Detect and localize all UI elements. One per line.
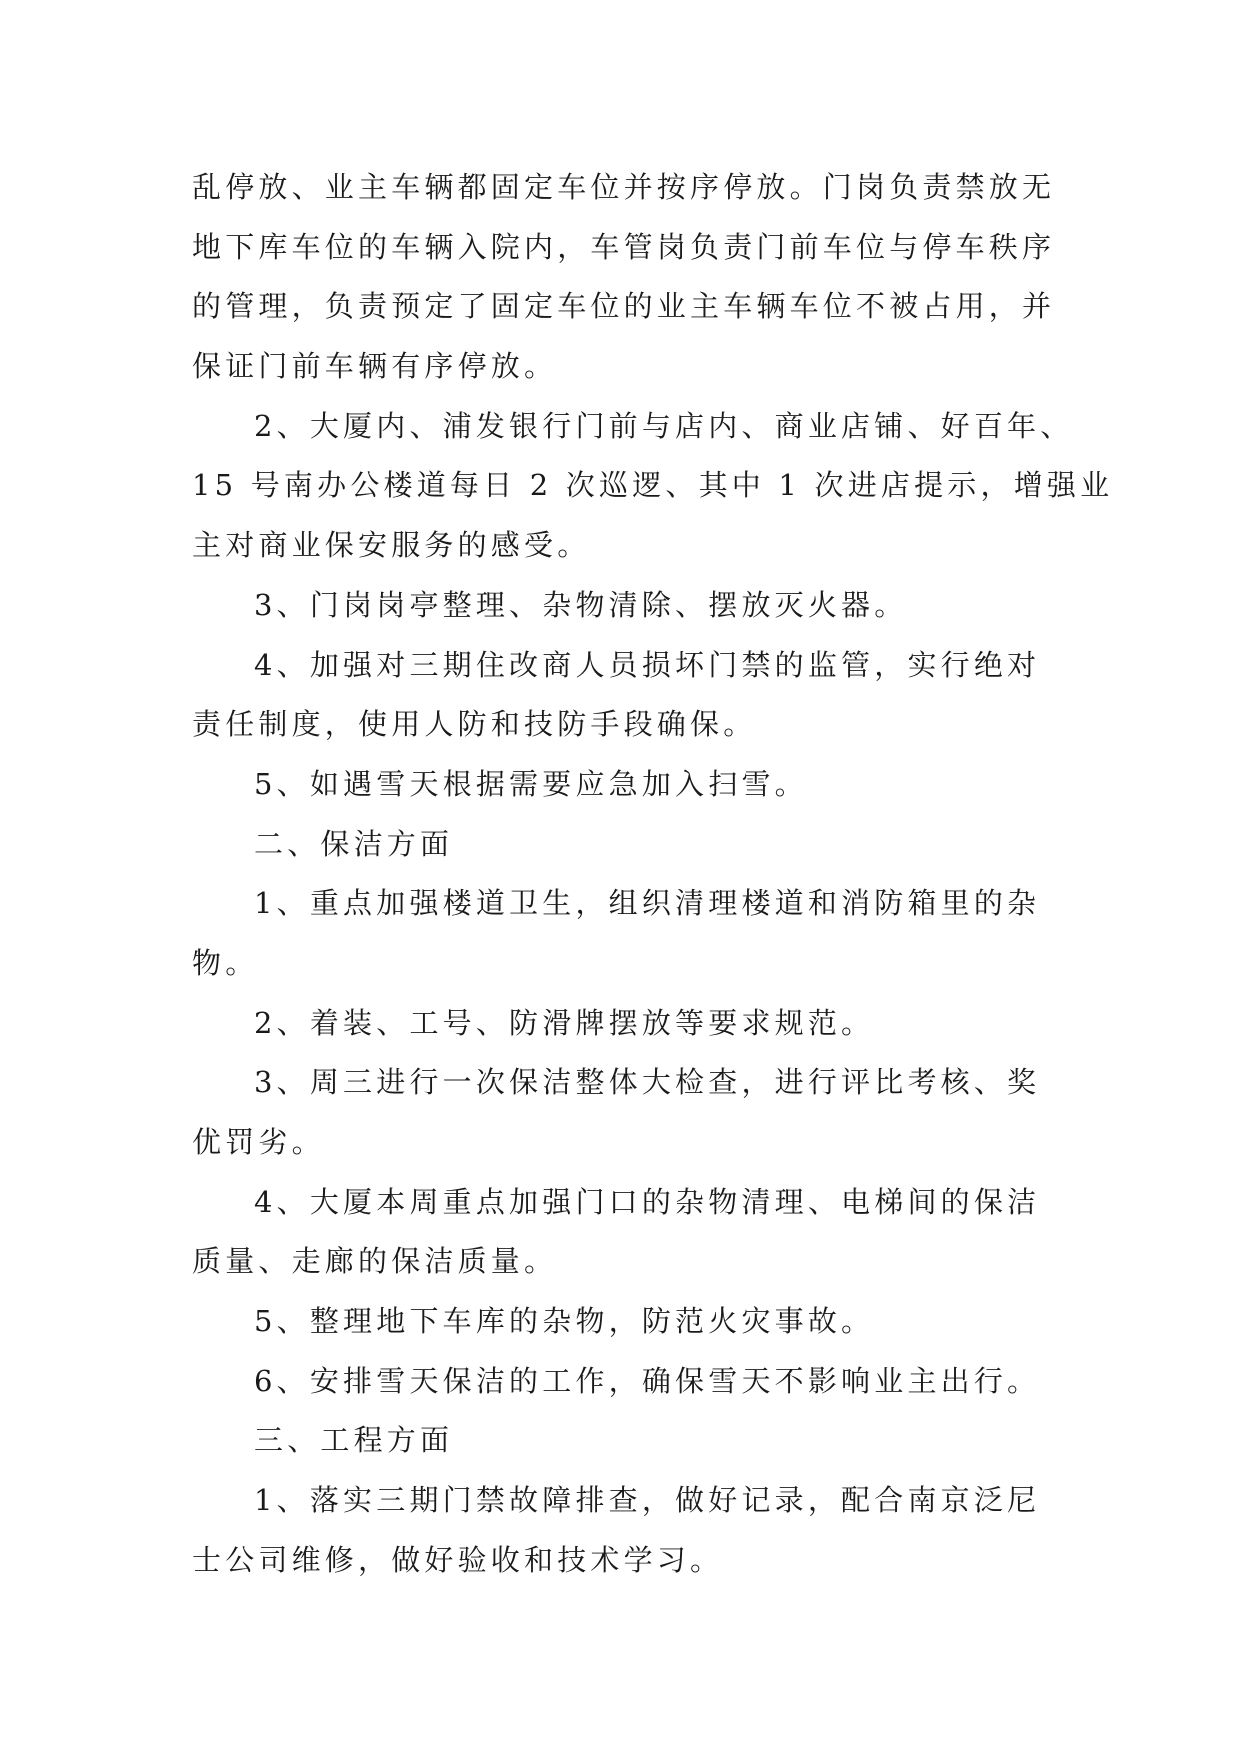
- text-line: 物。: [192, 945, 259, 980]
- document-body: [192, 158, 1114, 1591]
- text-line: 士公司维修，做好验收和技术学习。: [192, 1542, 724, 1577]
- text-line: 15 号南办公楼道每日 2 次巡逻、其中 1 次进店提示，增强业: [192, 468, 1114, 503]
- text-line: 5、整理地下车库的杂物，防范火灾事故。: [254, 1304, 875, 1339]
- text-line: 4、加强对三期住改商人员损坏门禁的监管，实行绝对: [254, 647, 1041, 682]
- text-line: 1、落实三期门禁故障排查，做好记录，配合南京泛尼: [254, 1483, 1041, 1518]
- text-line: 责任制度，使用人防和技防手段确保。: [192, 707, 757, 742]
- text-line: 3、门岗岗亭整理、杂物清除、摆放灭火器。: [254, 587, 908, 622]
- text-line: 主对商业保安服务的感受。: [192, 528, 591, 563]
- text-line: 保证门前车辆有序停放。: [192, 349, 558, 384]
- text-line: 3、周三进行一次保洁整体大检查，进行评比考核、奖: [254, 1065, 1041, 1100]
- text-line: 1、重点加强楼道卫生，组织清理楼道和消防箱里的杂: [254, 886, 1041, 921]
- text-line: 5、如遇雪天根据需要应急加入扫雪。: [254, 766, 808, 801]
- text-line: 优罚劣。: [192, 1125, 325, 1159]
- text-line: 6、安排雪天保洁的工作，确保雪天不影响业主出行。: [254, 1363, 1041, 1398]
- text-line: 乱停放、业主车辆都固定车位并按序停放。门岗负责禁放无: [192, 170, 1056, 204]
- section-heading: 二、保洁方面: [254, 826, 454, 861]
- section-heading: 三、工程方面: [254, 1423, 454, 1458]
- text-line: 4、大厦本周重点加强门口的杂物清理、电梯间的保洁: [254, 1184, 1041, 1219]
- text-line: 地下库车位的车辆入院内，车管岗负责门前车位与停车秩序: [192, 229, 1056, 264]
- text-line: 的管理，负责预定了固定车位的业主车辆车位不被占用，并: [192, 289, 1056, 324]
- text-line: 质量、走廊的保洁质量。: [192, 1244, 558, 1279]
- text-line: 2、着装、工号、防滑牌摆放等要求规范。: [254, 1005, 875, 1040]
- text-line: 2、大厦内、浦发银行门前与店内、商业店铺、好百年、: [254, 408, 1074, 443]
